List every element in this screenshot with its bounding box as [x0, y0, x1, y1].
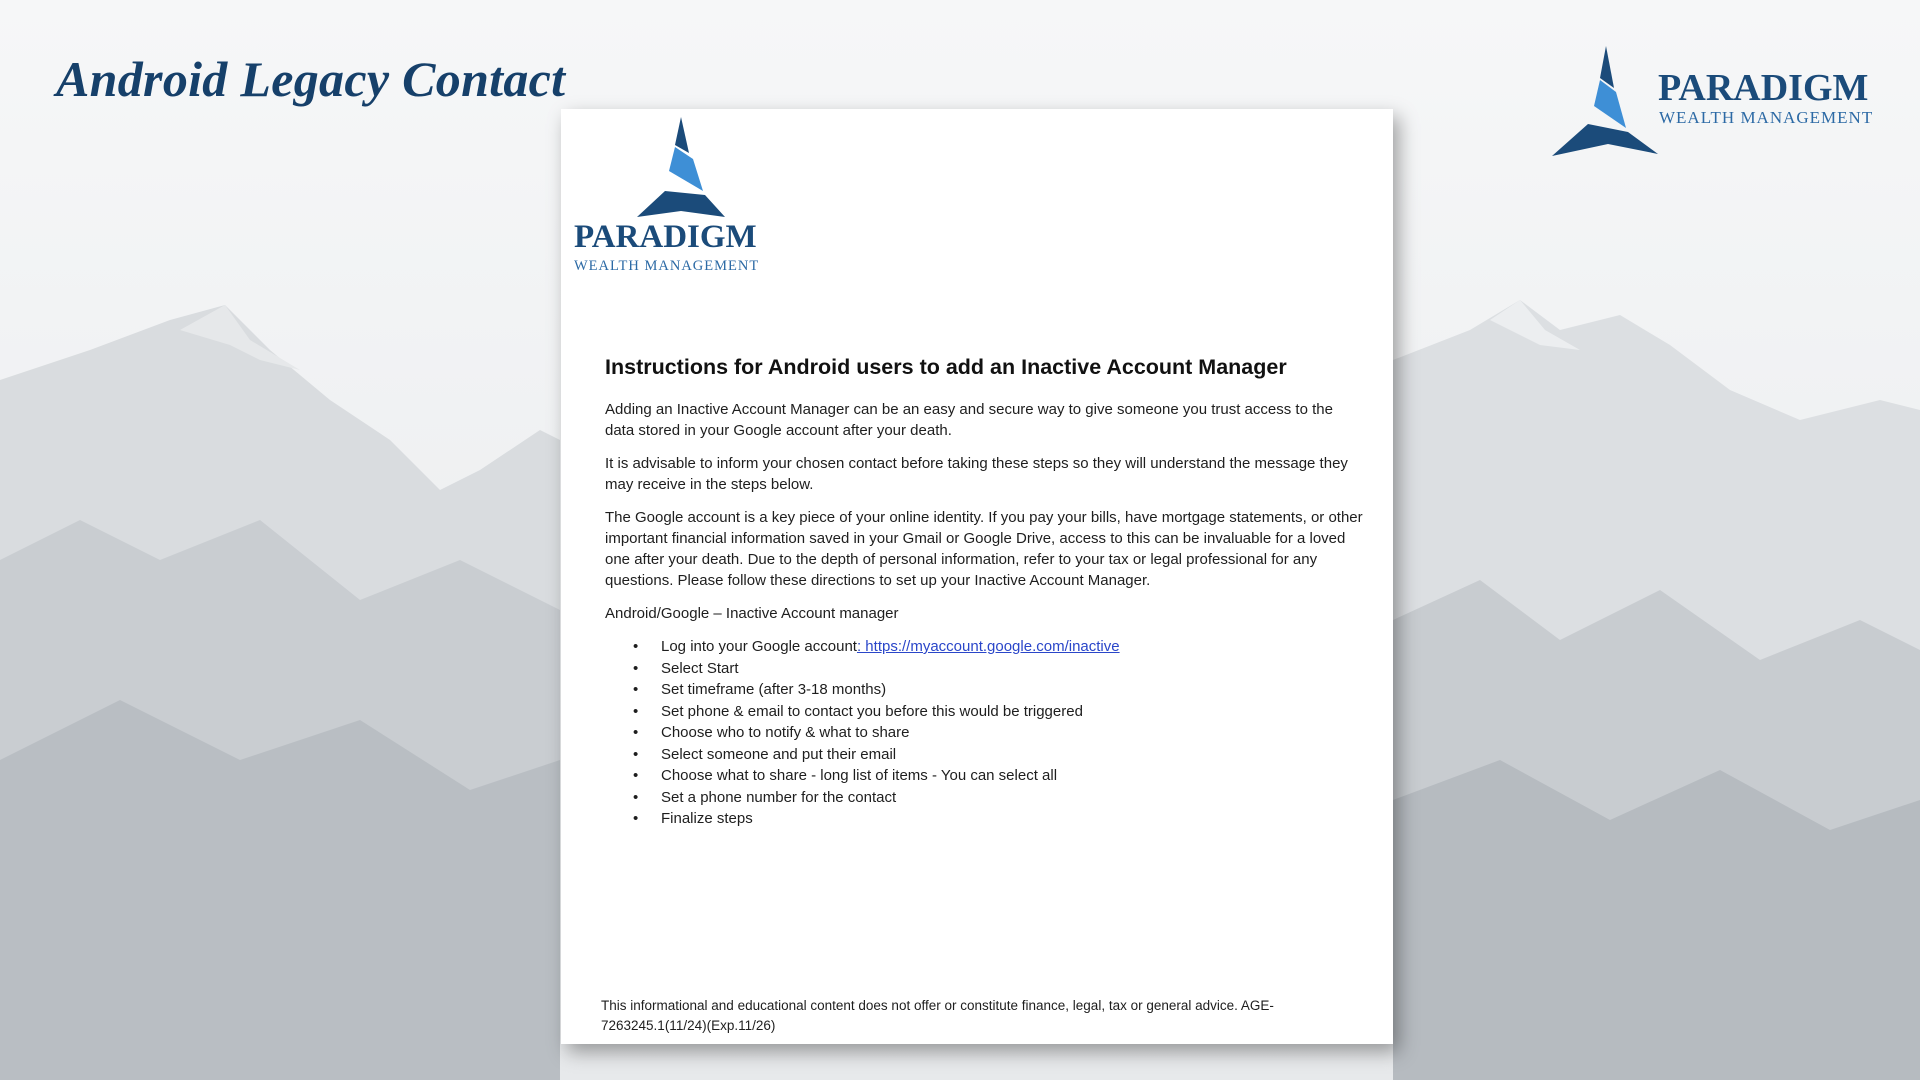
paradigm-mountain-icon	[1548, 40, 1668, 160]
slide-title: Android Legacy Contact	[56, 51, 566, 107]
list-item: • Set phone & email to contact you before this would be triggered	[633, 701, 1365, 723]
list-item: • Set a phone number for the contact	[633, 787, 1365, 809]
intro-paragraph: Adding an Inactive Account Manager can be an easy and secure way to give someone you trust access to the data stored in your Google account after your death.	[605, 401, 1333, 439]
disclaimer-text: This informational and educational content does not offer or constitute finance, legal, tax or general advice. AGE-7263245.1(11/24)(Exp.11/26)	[601, 998, 1274, 1033]
document-logo	[571, 115, 791, 285]
logo-wordmark: PARADIGM	[1658, 67, 1869, 109]
document-page	[561, 109, 1393, 1044]
list-item: • Select someone and put their email	[633, 744, 1365, 766]
list-item: • Finalize steps	[633, 808, 1365, 830]
paradigm-logo	[1548, 40, 1888, 160]
steps-list	[605, 636, 1365, 830]
paradigm-mountain-icon	[571, 115, 791, 225]
document-heading: Instructions for Android users to add an Inactive Account Manager	[605, 355, 1287, 379]
list-item: • Set timeframe (after 3-18 months)	[633, 679, 1365, 701]
section-label: Android/Google – Inactive Account manager	[605, 605, 899, 622]
list-item	[633, 636, 1365, 658]
google-inactive-link[interactable]: : https://myaccount.google.com/inactive	[856, 638, 1120, 655]
list-item: • Choose who to notify & what to share	[633, 722, 1365, 744]
logo-tagline: WEALTH MANAGEMENT	[1659, 108, 1874, 127]
advice-paragraph: It is advisable to inform your chosen contact before taking these steps so they will understand the message they may receive in the steps below.	[605, 455, 1348, 493]
identity-paragraph: The Google account is a key piece of your online identity. If you pay your bills, have mortgage statements, or other important financial information saved in your Gmail or Google Drive, access to this can be invaluable for a loved one after your death. Due to the depth of personal information, refer to your tax or legal professional for any questions. Please follow these directions to set up your Inactive Account Manager.	[605, 509, 1363, 589]
logo-wordmark: PARADIGM	[574, 219, 757, 255]
document-body	[605, 353, 1365, 830]
list-item: • Select Start	[633, 658, 1365, 680]
logo-tagline: WEALTH MANAGEMENT	[574, 258, 760, 274]
list-item: • Choose what to share - long list of items - You can select all	[633, 765, 1365, 787]
step-text: Log into your Google account	[661, 638, 857, 655]
